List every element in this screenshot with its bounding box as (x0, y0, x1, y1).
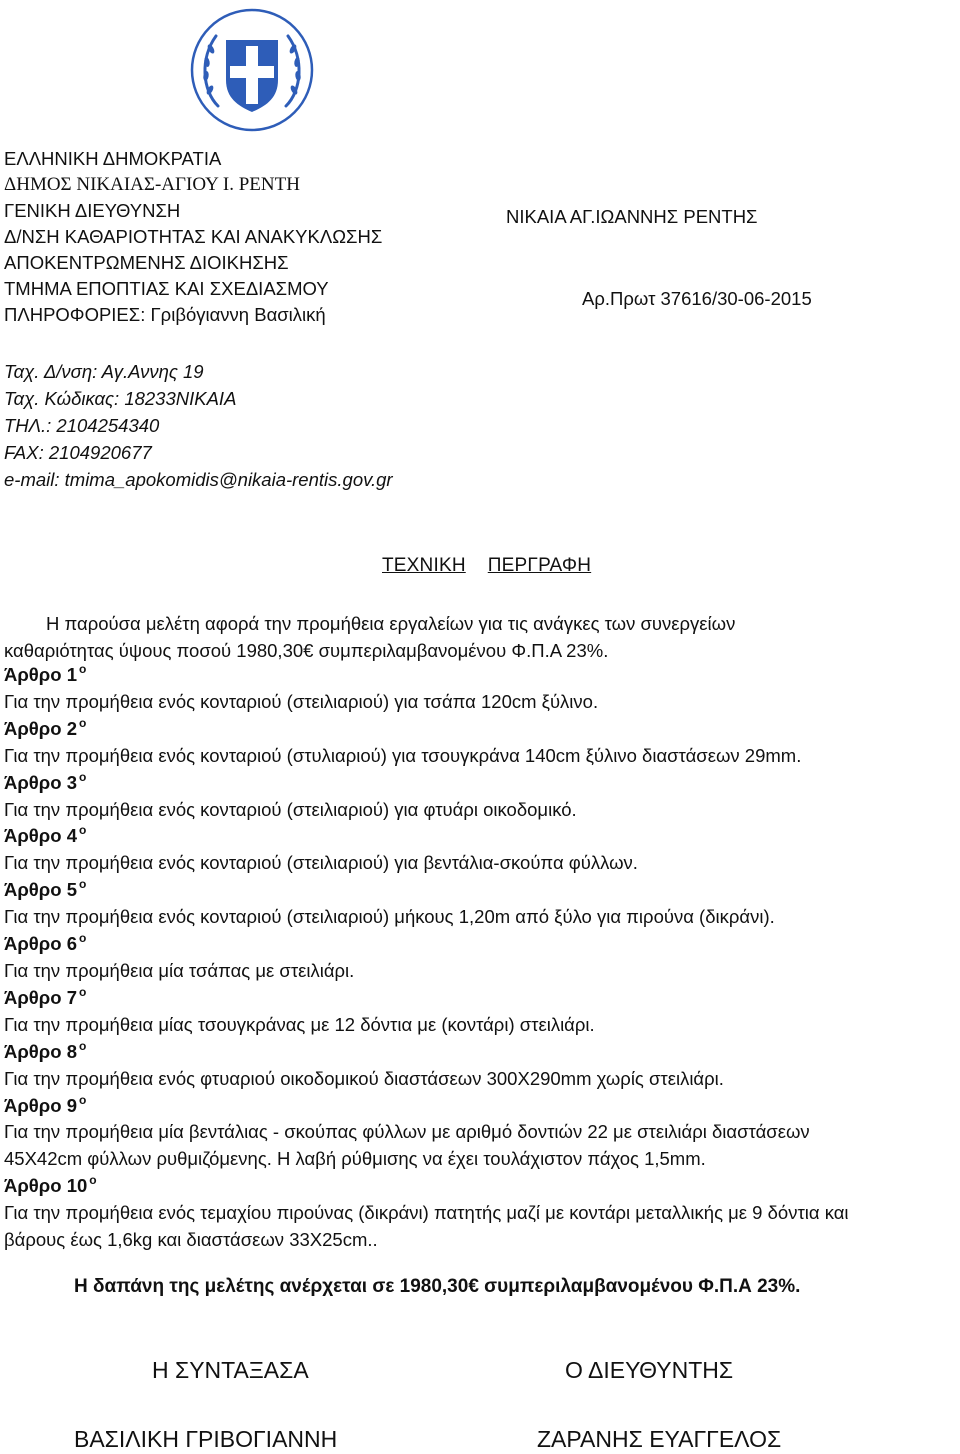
contact-line: Ταχ. Δ/νση: Αγ.Αννης 19 (4, 361, 204, 382)
article-text: 45Χ42cm φύλλων ρυθμιζόμενης. Η λαβή ρύθμισης να έχει τουλάχιστον πάχος 1,5mm. (4, 1148, 706, 1170)
header-line: ΓΕΝΙΚΗ ΔΙΕΥΘΥΝΣΗ (4, 200, 181, 221)
contact-block (4, 358, 393, 493)
header-line: ΑΠΟΚΕΝΤΡΩΜΕΝΗΣ ΔΙΟΙΚΗΣΗΣ (4, 252, 289, 273)
article-number: Άρθρο 7 (4, 986, 77, 1008)
ordinal-superscript: ο (78, 769, 87, 784)
article-heading (4, 1039, 960, 1066)
articles-list (4, 662, 960, 1254)
composer-name: ΒΑΣΙΛΙΚΗ ΓΡΙΒΟΓΙΑΝΝΗ (74, 1426, 338, 1452)
contact-line: FAX: 2104920677 (4, 442, 152, 463)
document-title (382, 555, 591, 577)
article-text: Για την προμήθεια ενός τεμαχίου πιρούνας (δικράνι) πατητής μαζί με κοντάρι μεταλλικής με 9 δόντια και (4, 1202, 849, 1224)
contact-email: e-mail: tmima_apokomidis@nikaia-rentis.gov.gr (4, 469, 393, 490)
article-text: Για την προμήθεια μία βεντάλιας - σκούπας φύλλων με αριθμό δοντιών 22 με στειλιάρι διαστάσεων (4, 1121, 810, 1143)
header-line: ΤΜΗΜΑ ΕΠΟΠΤΙΑΣ ΚΑΙ ΣΧΕΔΙΑΣΜΟΥ (4, 278, 329, 299)
article-text: Για την προμήθεια μίας τσουγκράνας με 12 δόντια με (κοντάρι) στειλιάρι. (4, 1013, 595, 1035)
header-line: ΠΛΗΡΟΦΟΡΙΕΣ: Γριβόγιαννη Βασιλική (4, 304, 326, 325)
location: ΝΙΚΑΙΑ ΑΓ.ΙΩΑΝΝΗΣ ΡΕΝΤΗΣ (506, 206, 758, 227)
title-word: ΤΕΧΝΙΚΗ (382, 555, 466, 576)
article-text: Για την προμήθεια ενός κονταριού (στειλιαριού) για φτυάρι οικοδομικό. (4, 798, 577, 820)
article-heading (4, 823, 960, 850)
article-heading (4, 662, 960, 689)
article-number: Άρθρο 10 (4, 1175, 88, 1197)
intro-line: Η παρούσα μελέτη αφορά την προμήθεια εργαλείων για τις ανάγκες των συνεργείων (46, 613, 736, 634)
article-number: Άρθρο 6 (4, 933, 77, 955)
issuer-header (4, 146, 382, 328)
article-heading (4, 985, 960, 1012)
article-text: Για την προμήθεια ενός φτυαριού οικοδομικού διαστάσεων 300Χ290mm χωρίς στειλιάρι. (4, 1067, 724, 1089)
article-heading (4, 877, 960, 904)
article-text: Για την προμήθεια ενός κονταριού (στυλιαριού) για τσουγκράνα 140cm ξύλινο διαστάσεων 29mm. (4, 744, 802, 766)
ordinal-superscript: ο (78, 984, 87, 999)
ordinal-superscript: ο (89, 1173, 97, 1188)
article-text: βάρους έως 1,6kg και διαστάσεων 33Χ25cm.. (4, 1229, 378, 1251)
contact-line: ΤΗΛ.: 2104254340 (4, 415, 160, 436)
intro-paragraph (4, 610, 954, 664)
article-heading (4, 770, 960, 797)
header-line: Δ/ΝΣΗ ΚΑΘΑΡΙΟΤΗΤΑΣ ΚΑΙ ΑΝΑΚΥΚΛΩΣΗΣ (4, 226, 383, 247)
article-text: Για την προμήθεια μία τσάπας με στειλιάρι. (4, 959, 355, 981)
article-text: Για την προμήθεια ενός κονταριού (στειλιαριού) μήκους 1,20m από ξύλο για πιρούνα (δικράνι). (4, 906, 775, 928)
ordinal-superscript: ο (78, 662, 87, 676)
ordinal-superscript: ο (78, 1092, 87, 1107)
ordinal-superscript: ο (78, 1038, 87, 1053)
ordinal-superscript: ο (78, 931, 87, 946)
title-word: ΠΕΡΓΡΑΦΗ (487, 555, 592, 576)
intro-line: καθαριότητας ύψους ποσού 1980,30€ συμπεριλαμβανομένου Φ.Π.Α 23%. (4, 640, 609, 661)
article-heading (4, 716, 960, 743)
article-number: Άρθρο 1 (4, 664, 77, 685)
article-number: Άρθρο 2 (4, 717, 77, 739)
article-heading (4, 1173, 960, 1200)
contact-line: Ταχ. Κώδικας: 18233ΝΙΚΑΙΑ (4, 388, 237, 409)
article-number: Άρθρο 4 (4, 825, 77, 847)
cost-statement: Η δαπάνη της μελέτης ανέρχεται σε 1980,30€ συμπεριλαμβανομένου Φ.Π.Α 23%. (74, 1276, 801, 1297)
article-heading (4, 931, 960, 958)
protocol-number: Αρ.Πρωτ 37616/30-06-2015 (582, 288, 812, 309)
composer-title: Η ΣΥΝΤΑΞΑΣΑ (152, 1357, 309, 1383)
director-name: ΖΑΡΑΝΗΣ ΕΥΑΓΓΕΛΟΣ (537, 1426, 782, 1452)
article-number: Άρθρο 9 (4, 1094, 77, 1116)
hellenic-republic-emblem-icon (188, 6, 316, 134)
ordinal-superscript: ο (78, 823, 87, 838)
ordinal-superscript: ο (78, 715, 87, 730)
article-text: Για την προμήθεια ενός κονταριού (στειλιαριού) για βεντάλια-σκούπα φύλλων. (4, 852, 638, 874)
article-number: Άρθρο 5 (4, 879, 77, 901)
header-line: ΕΛΛΗΝΙΚΗ ΔΗΜΟΚΡΑΤΙΑ (4, 148, 222, 169)
article-text: Για την προμήθεια ενός κονταριού (στειλιαριού) για τσάπα 120cm ξύλινο. (4, 690, 599, 712)
ordinal-superscript: ο (78, 877, 87, 892)
header-line: ΔΗΜΟΣ ΝΙΚΑΙΑΣ-ΑΓΙΟΥ Ι. ΡΕΝΤΗ (4, 174, 300, 195)
article-number: Άρθρο 3 (4, 771, 77, 793)
article-heading (4, 1093, 960, 1120)
article-number: Άρθρο 8 (4, 1040, 77, 1062)
director-title: Ο ΔΙΕΥΘΥΝΤΗΣ (565, 1357, 734, 1383)
